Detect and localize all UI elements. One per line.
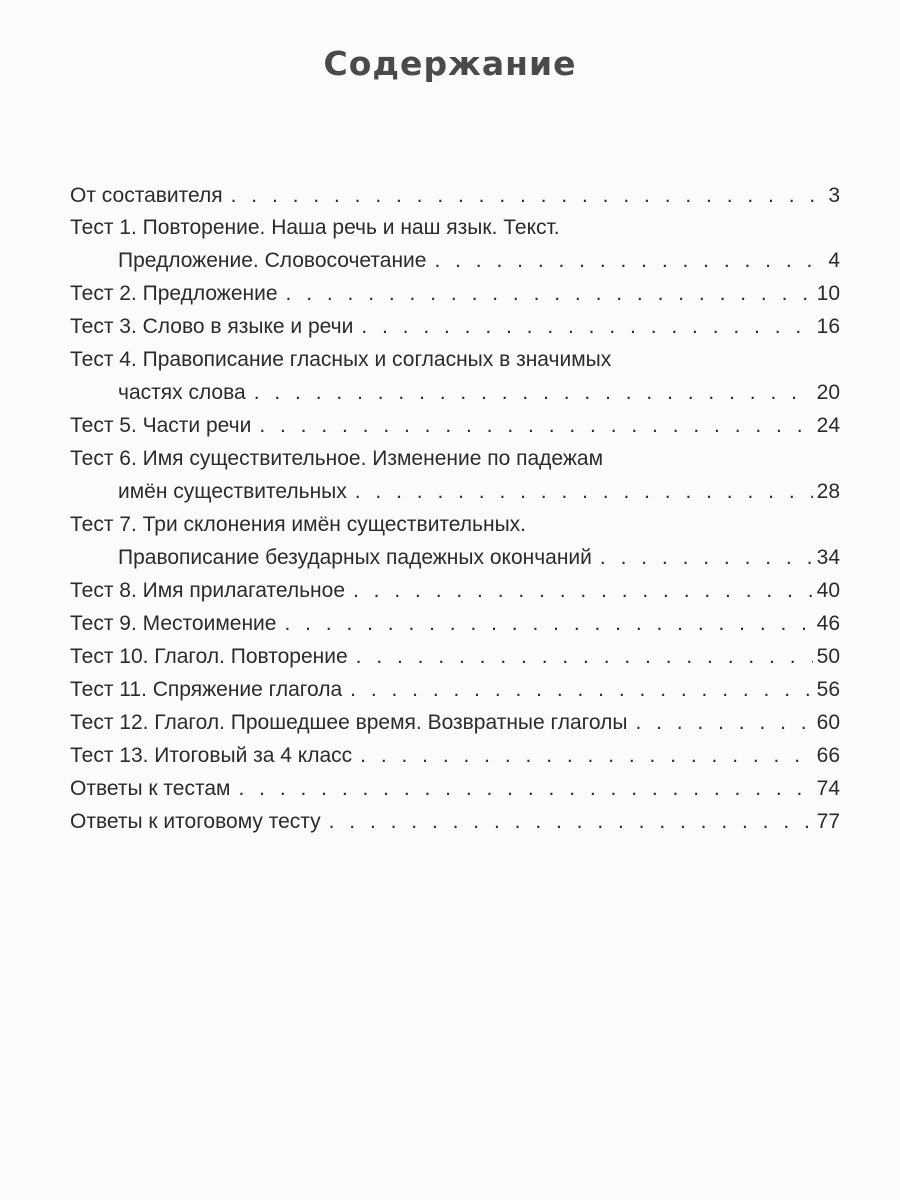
toc-entry-title: Правописание безударных падежных окончаний [118,546,592,569]
dot-leader [355,475,813,508]
dot-leader [259,409,812,442]
toc-entry [70,673,840,706]
dot-leader [356,640,813,673]
toc-entry [70,180,840,211]
page-number: 60 [816,711,840,734]
page-number: 56 [816,678,840,701]
toc-line [70,310,840,343]
dot-leader [434,244,824,277]
toc-entry-title: Тест 8. Имя прилагательное [70,579,346,602]
toc-entry-title: Тест 1. Повторение. Наша речь и наш язык. Текст. [70,216,560,239]
toc-line [70,180,840,211]
toc-entry-title: Тест 9. Местоимение [70,612,277,635]
dot-leader [286,277,813,310]
dot-leader [635,706,812,739]
toc-entry [70,772,840,805]
toc-entry-title: частях слова [118,381,246,404]
dot-leader [254,376,813,409]
page-title: Содержание [323,44,577,83]
page-number: 3 [828,184,840,207]
toc-line [70,343,840,376]
toc-entry-title: Тест 10. Глагол. Повторение [70,645,348,668]
toc-line [70,211,840,244]
page-number: 28 [816,480,840,503]
page-number: 40 [816,579,840,602]
toc-entry [70,706,840,739]
toc-line [70,673,840,706]
dot-leader [350,673,812,706]
toc-line [70,607,840,640]
toc-entry-title: Тест 13. Итоговый за 4 класс [70,744,353,767]
toc-line [70,772,840,805]
toc-line [70,277,840,310]
toc-entry [70,805,840,838]
toc-entry-title: имён существительных [118,480,347,503]
toc-entry-title: Тест 4. Правописание гласных и согласных в значимых [70,348,612,371]
page-number: 34 [816,546,840,569]
toc-line [70,409,840,442]
toc-entry-title: Ответы к итоговому тесту [70,810,321,833]
toc-line [70,739,840,772]
table-of-contents [70,180,840,838]
toc-entry [70,409,840,442]
toc-entry [70,508,840,574]
toc-entry [70,211,840,277]
dot-leader [284,607,812,640]
page-number: 20 [816,381,840,404]
toc-entry-title: Предложение. Словосочетание [118,249,427,272]
toc-entry-title: От составителя [70,184,223,207]
page-number: 16 [816,315,840,338]
toc-line [70,376,840,409]
dot-leader [231,180,824,211]
toc-entry-title: Тест 5. Части речи [70,414,252,437]
toc-line [70,640,840,673]
toc-line [70,805,840,838]
dot-leader [329,805,813,838]
dot-leader [361,310,812,343]
toc-line [70,574,840,607]
toc-line [70,475,840,508]
toc-line [70,244,840,277]
dot-leader [353,574,813,607]
toc-entry-title: Ответы к тестам [70,777,231,800]
toc-entry [70,640,840,673]
toc-entry [70,574,840,607]
dot-leader [360,739,812,772]
toc-entry [70,442,840,508]
dot-leader [238,772,812,805]
toc-entry-title: Тест 3. Слово в языке и речи [70,315,354,338]
toc-entry-title: Тест 6. Имя существительное. Изменение по падежам [70,447,604,470]
page-number: 74 [816,777,840,800]
toc-line [70,442,840,475]
page-number: 24 [816,414,840,437]
toc-line [70,541,840,574]
toc-entry-title: Тест 2. Предложение [70,282,278,305]
toc-entry [70,310,840,343]
toc-entry [70,343,840,409]
page-number: 4 [828,249,840,272]
toc-entry-title: Тест 12. Глагол. Прошедшее время. Возвратные глаголы [70,711,628,734]
page-number: 50 [816,645,840,668]
toc-entry-title: Тест 11. Спряжение глагола [70,678,343,701]
page-number: 46 [816,612,840,635]
toc-entry [70,607,840,640]
toc-entry-title: Тест 7. Три склонения имён существительных. [70,513,527,536]
page-number: 77 [816,810,840,833]
toc-entry [70,739,840,772]
page-number: 66 [816,744,840,767]
toc-line [70,706,840,739]
dot-leader [600,541,813,574]
page-number: 10 [816,282,840,305]
toc-entry [70,277,840,310]
toc-line [70,508,840,541]
